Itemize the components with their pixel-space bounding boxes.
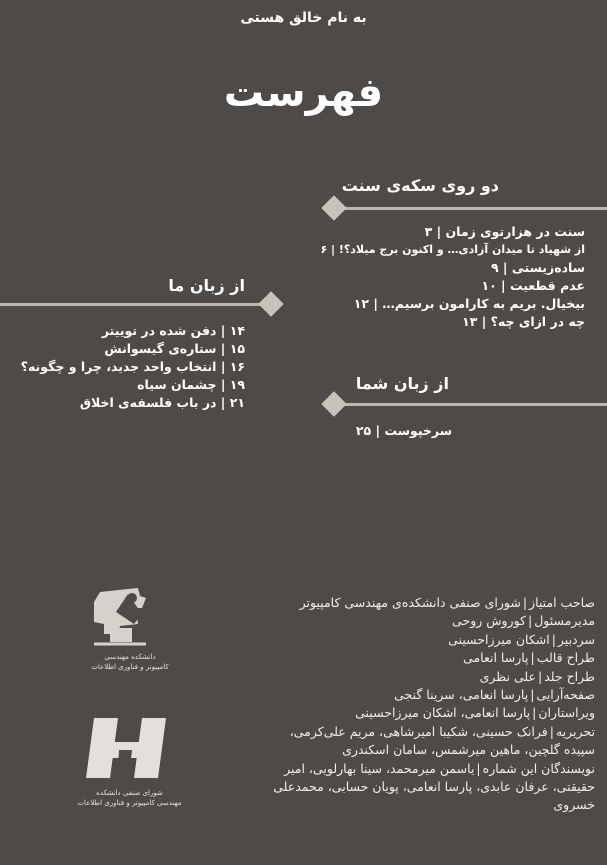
diamond-icon [258,291,283,316]
credits-list [215,594,595,815]
credit-value: یاسمن میرمحمد، سینا بهارلویی، امیر [284,760,475,776]
faculty-logo-caption-1: دانشکده مهندسی [104,653,156,661]
credit-role: صفحه‌آرایی [536,687,595,703]
credit-row [215,796,595,814]
toc-entry[interactable]: از شهیاد تا میدان آزادی… و اکنون برج میلاد؟! | ۶ [320,243,585,256]
credit-row: ویراستاران|پارسا انعامی، اشکان میرزاحسینی [355,705,595,721]
section-divider-two-sides [330,207,607,210]
toc-entry[interactable]: ۱۵ | ستاره‌ی گیسوانش [104,341,245,356]
credit-value: شورای صنفی دانشکده‌ی مهندسی کامپیوتر [299,595,521,610]
credit-row [215,778,595,796]
section-divider-your-tongue [330,403,607,406]
council-logo-caption-1: شورای صنفی دانشکده [96,789,163,797]
credit-row: طراح جلد|علی نظری [479,668,595,684]
faculty-logo [80,584,180,674]
credit-value: پارسا انعامی، اشکان میرزاحسینی [355,705,531,721]
credit-role: سردبیر [557,631,595,647]
dedication-line: به نام خالق هستی [240,10,367,26]
credit-value: اشکان میرزاحسینی [448,631,550,647]
toc-entry[interactable]: بیخیال. بریم به کارامون برسیم… | ۱۲ [353,296,585,311]
toc-entry[interactable]: ساده‌زیستی | ۹ [490,260,585,275]
credit-row: صفحه‌آرایی|پارسا انعامی، سرینا گنجی [394,687,595,703]
section-title-our-tongue: از زبان ما [168,276,245,295]
toc-list-your-tongue [302,422,452,440]
council-logo-caption-2: مهندسی کامپیوتر و فناوری اطلاعات [77,799,182,807]
toc-list-our-tongue [5,322,245,412]
credit-role: تحریریه [555,723,595,739]
credit-value: سپیده گلچین، ماهین میرشمس، سامان اسکندری [342,742,595,758]
credit-value: پارسا انعامی [463,650,529,666]
toc-entry[interactable]: چه در ازای چه؟ | ۱۳ [462,314,585,329]
credit-value: فرانک حسینی، شکیبا امیرشاهی، مریم علی‌کرمی، [289,723,548,739]
credit-role: طراح قالب [536,650,595,666]
toc-entry[interactable]: ۱۴ | دفن شده در توییتر [101,323,245,338]
diamond-icon [321,391,346,416]
credit-role: صاحب امتیاز [529,595,595,610]
section-divider-our-tongue [0,303,270,306]
credit-row: مدیرمسئول|کوروش روحی [452,613,595,629]
faculty-logo-icon [80,584,180,648]
credit-row [215,741,595,759]
credit-value: علی نظری [479,668,536,684]
section-title-two-sides: دو روی سکه‌ی سنت [341,176,499,195]
council-logo-icon [72,712,187,784]
credit-row: نویسندگان این شماره|یاسمن میرمحمد، سینا بهارلویی، امیر [284,760,595,776]
section-title-your-tongue: از زبان شما [355,374,449,393]
faculty-logo-caption-2: کامپیوتر و فناوری اطلاعات [91,663,169,671]
credit-row: تحریریه|فرانک حسینی، شکیبا امیرشاهی، مریم علی‌کرمی، [289,723,595,739]
credit-value: پارسا انعامی، سرینا گنجی [394,687,529,703]
credit-row: سردبیر|اشکان میرزاحسینی [448,631,595,647]
page-title: فهرست [223,70,384,116]
credit-value: کوروش روحی [452,613,526,629]
toc-entry[interactable]: سرخپوست | ۲۵ [355,423,452,438]
toc-entry[interactable]: ۱۹ | چشمان سیاه [137,377,245,392]
credit-value: خسروی [553,797,595,813]
diamond-icon [321,195,346,220]
toc-entry[interactable]: ۱۶ | انتخاب واحد جدید، چرا و چگونه؟ [20,359,245,374]
toc-entry[interactable]: عدم قطعیت | ۱۰ [481,278,585,293]
credit-role: ویراستاران [538,705,595,721]
credit-row: صاحب امتیاز|شورای صنفی دانشکده‌ی مهندسی کامپیوتر [299,595,595,610]
credit-role: مدیرمسئول [534,613,595,629]
credit-role: طراح جلد [544,668,595,684]
toc-entry[interactable]: سنت در هزارتوی زمان | ۳ [424,224,585,239]
council-logo [72,712,187,822]
toc-list-two-sides [320,223,585,331]
toc-entry[interactable]: ۲۱ | در باب فلسفه‌ی اخلاق [79,395,245,410]
credit-role: نویسندگان این شماره [482,760,595,776]
credit-row: طراح قالب|پارسا انعامی [463,650,595,666]
credit-value: حقیقتی، عرفان عابدی، پارسا انعامی، پویان حسابی، محمدعلی [273,779,595,795]
